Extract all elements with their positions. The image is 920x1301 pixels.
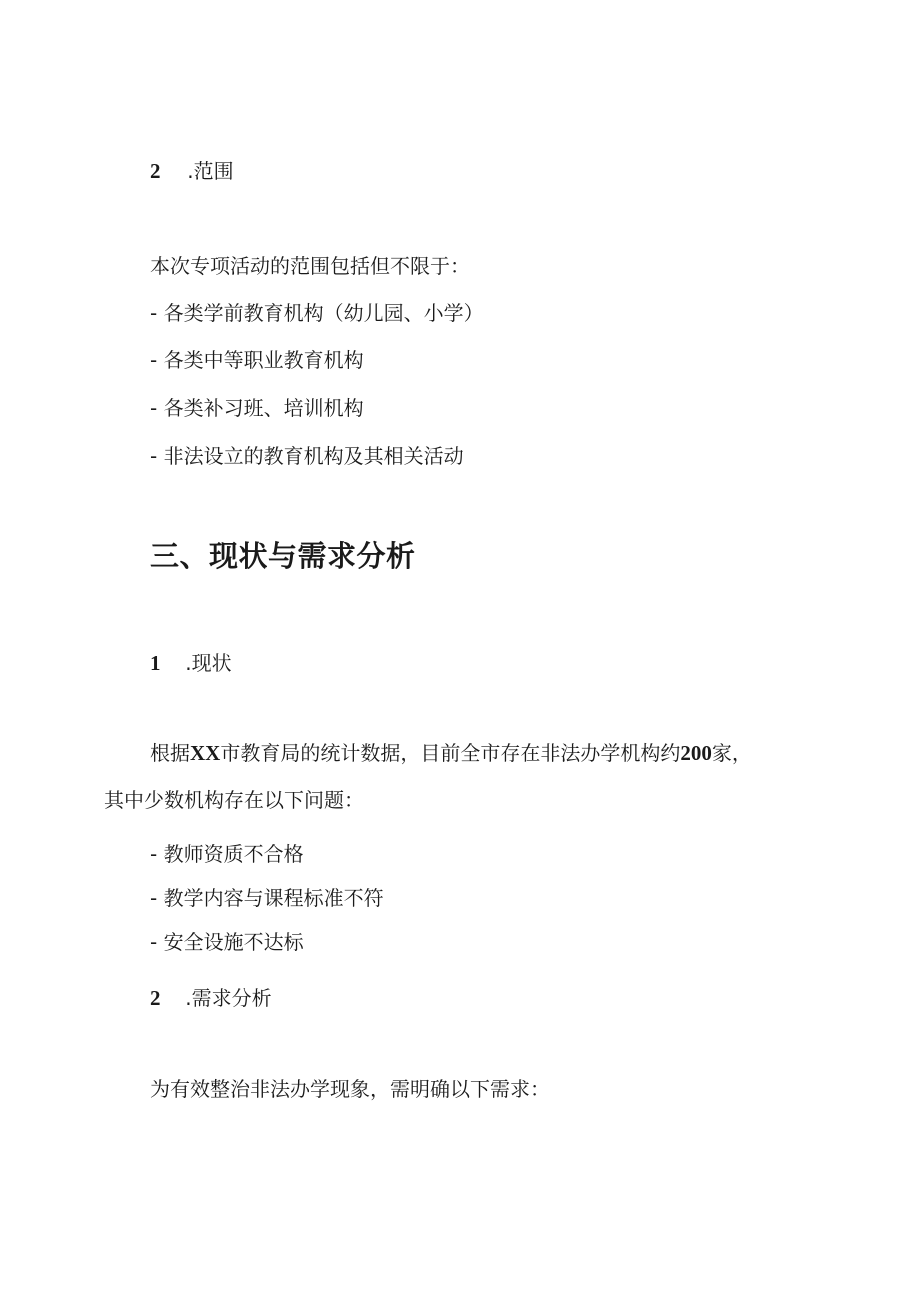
status-paragraph-line2: 其中少数机构存在以下问题： bbox=[104, 788, 364, 812]
issue-item: - 教师资质不合格 bbox=[150, 842, 304, 866]
scope-number: 2 bbox=[150, 159, 161, 183]
status-heading bbox=[150, 651, 232, 675]
para-text: 家， bbox=[711, 741, 752, 765]
status-paragraph-line1 bbox=[150, 741, 752, 765]
section-heading: 三、现状与需求分析 bbox=[150, 539, 416, 573]
scope-item: - 非法设立的教育机构及其相关活动 bbox=[150, 444, 464, 468]
para-count: 200 bbox=[680, 741, 712, 765]
needs-number: 2 bbox=[150, 986, 161, 1010]
needs-title: .需求分析 bbox=[185, 986, 272, 1010]
scope-intro: 本次专项活动的范围包括但不限于： bbox=[150, 254, 470, 278]
scope-item: - 各类中等职业教育机构 bbox=[150, 348, 364, 372]
scope-item: - 各类学前教育机构（幼儿园、小学） bbox=[150, 301, 484, 325]
needs-heading bbox=[150, 986, 272, 1010]
scope-title: .范围 bbox=[187, 159, 234, 183]
status-title: .现状 bbox=[185, 651, 232, 675]
para-city-code: XX bbox=[190, 741, 221, 765]
issue-item: - 教学内容与课程标准不符 bbox=[150, 886, 384, 910]
scope-item: - 各类补习班、培训机构 bbox=[150, 396, 364, 420]
para-text: 根据 bbox=[150, 741, 190, 765]
needs-intro: 为有效整治非法办学现象，需明确以下需求： bbox=[150, 1077, 550, 1101]
status-number: 1 bbox=[150, 651, 161, 675]
issue-item: - 安全设施不达标 bbox=[150, 930, 304, 954]
para-text: 市教育局的统计数据，目前全市存在非法办学机构约 bbox=[220, 741, 681, 765]
scope-heading bbox=[150, 159, 234, 183]
